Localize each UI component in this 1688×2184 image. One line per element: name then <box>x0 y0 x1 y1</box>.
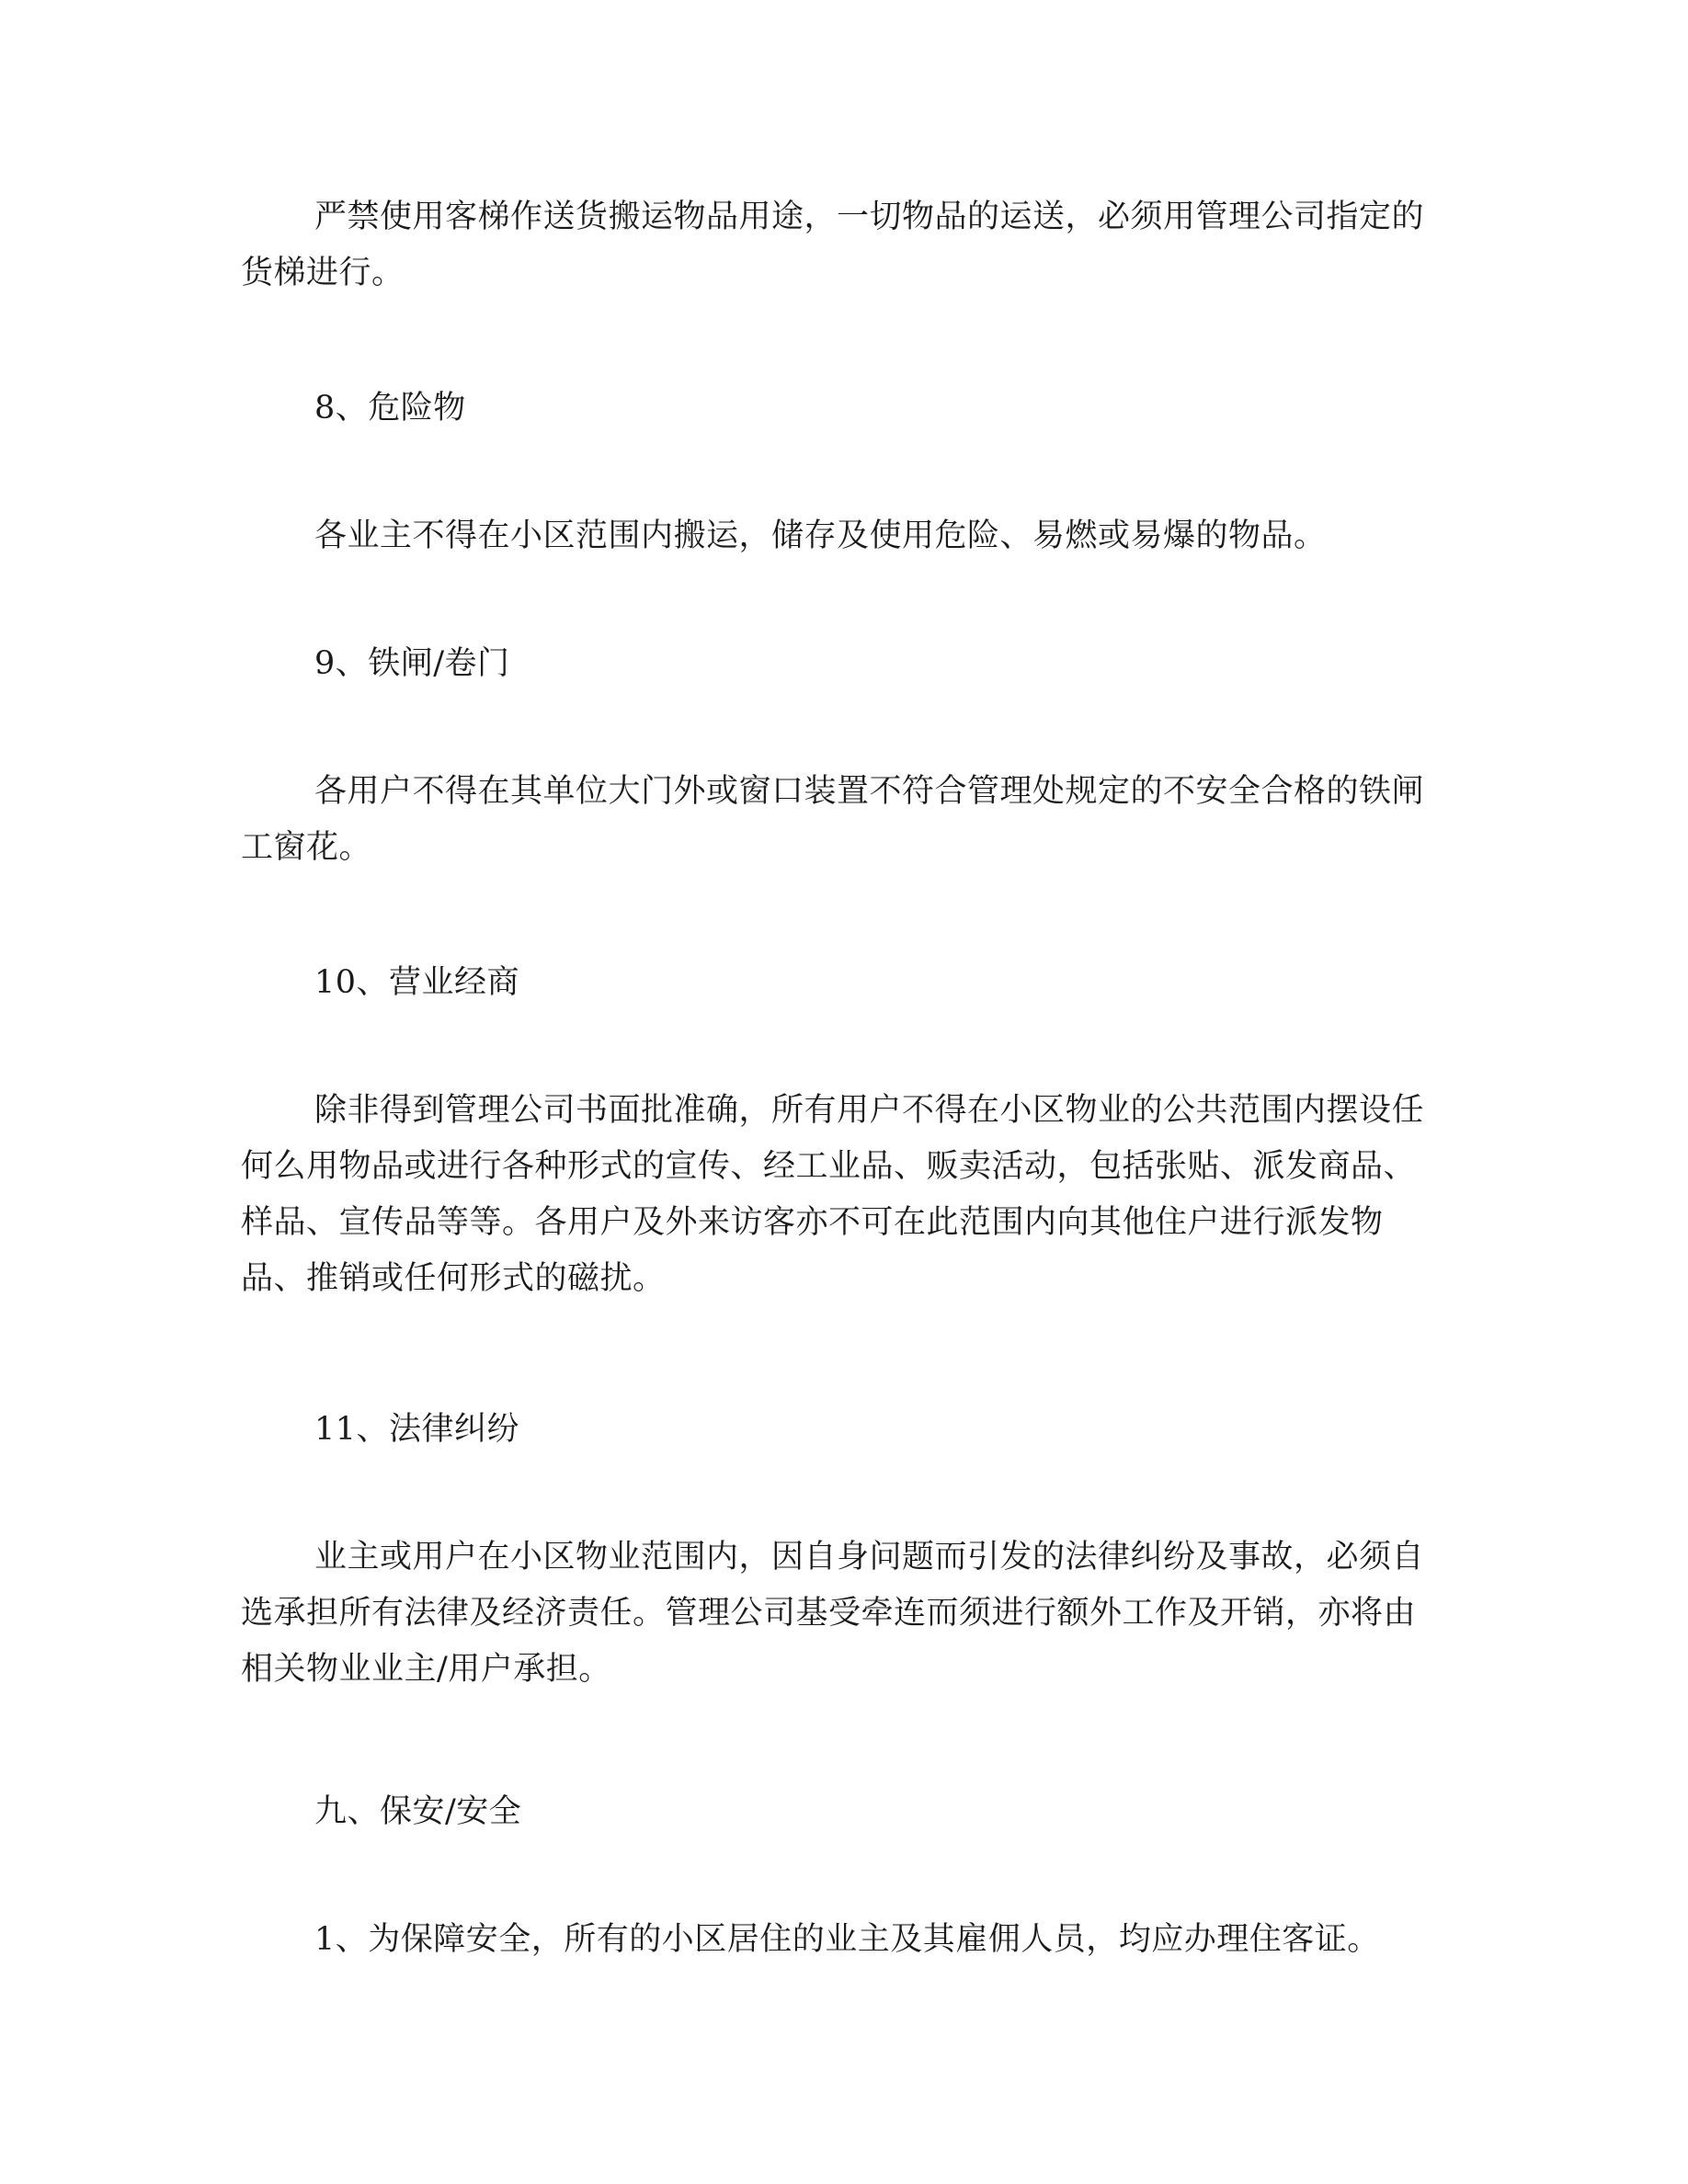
paragraph-resident-pass: 1、为保障安全，所有的小区居住的业主及其雇佣人员，均应办理住客证。 <box>314 1921 1380 1958</box>
heading-legal-disputes: 11、法律纠纷 <box>314 1411 520 1448</box>
paragraph-elevator-rule: 严禁使用客梯作送货搬运物品用途，一切物品的运送，必须用管理公司指定的货梯进行。 <box>241 199 1425 291</box>
heading-business: 10、营业经商 <box>314 964 520 1001</box>
heading-hazardous-materials: 8、危险物 <box>314 390 466 427</box>
heading-iron-gates: 9、铁闸/卷门 <box>314 645 510 682</box>
paragraph-iron-gates: 各用户不得在其单位大门外或窗口装置不符合管理处规定的不安全合格的铁闸工窗花。 <box>241 773 1425 866</box>
heading-security: 九、保安/安全 <box>314 1793 522 1830</box>
paragraph-hazardous-materials: 各业主不得在小区范围内搬运，储存及使用危险、易燃或易爆的物品。 <box>314 518 1327 554</box>
paragraph-business: 除非得到管理公司书面批准确，所有用户不得在小区物业的公共范围内摆设任何么用物品或进行各种形式的宣传、经工业品、贩卖活动，包括张贴、派发商品、样品、宣传品等等。各用户及外来访客亦不可在此范围内向其他住户进行派发物品、推销或任何形式的磁扰。 <box>241 1092 1425 1297</box>
paragraph-legal-disputes: 业主或用户在小区物业范围内，因自身问题而引发的法律纠纷及事故，必须自选承担所有法律及经济责任。管理公司基受牵连而须进行额外工作及开销，亦将由相关物业业主/用户承担。 <box>241 1539 1425 1688</box>
